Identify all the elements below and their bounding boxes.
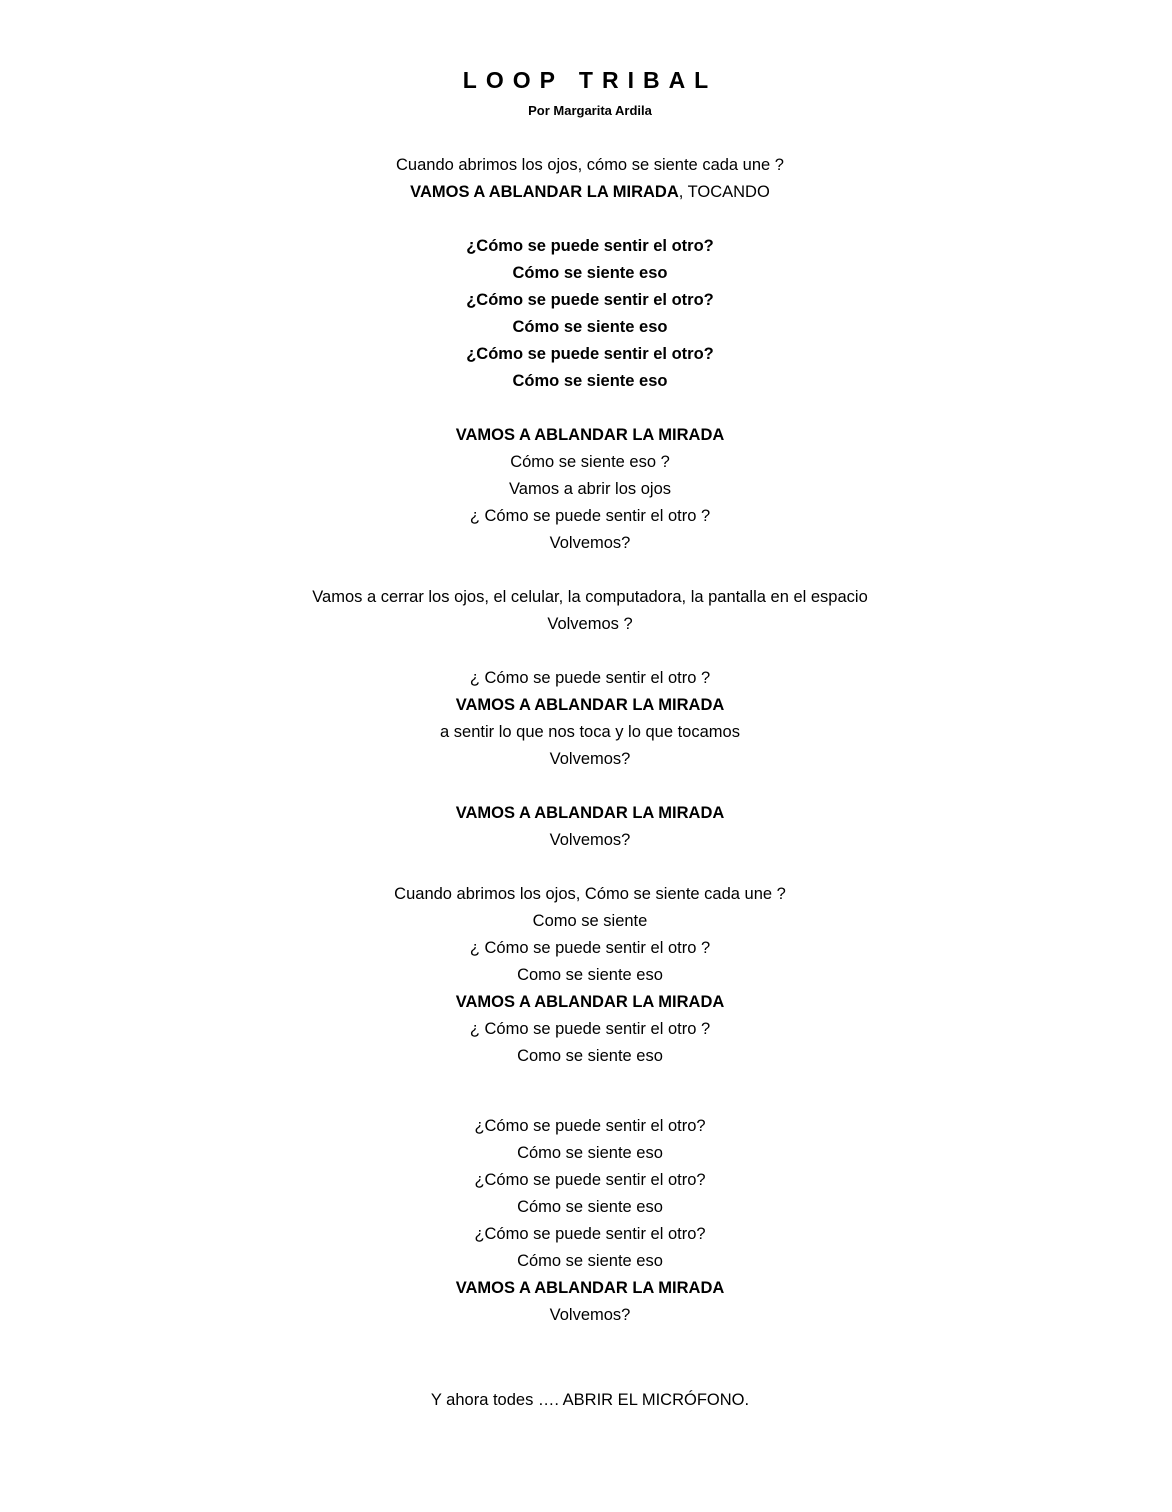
poem-line: VAMOS A ABLANDAR LA MIRADA (455, 426, 725, 444)
poem-line: Como se siente eso (517, 1047, 663, 1065)
poem-line: Como se siente eso (517, 966, 663, 984)
poem-line: Vamos a abrir los ojos (508, 480, 671, 498)
poem-line: ¿ Cómo se puede sentir el otro ? (469, 669, 711, 687)
poem-line: Cómo se siente eso (517, 1198, 663, 1216)
poem-line: VAMOS A ABLANDAR LA MIRADA (455, 696, 725, 714)
poem-line: Volvemos? (549, 750, 631, 768)
poem-line-rest: , TOCANDO (678, 183, 770, 201)
poem-line (0, 179, 1172, 206)
poem-line: Volvemos? (549, 534, 631, 552)
poem-line: Cómo se siente eso (512, 264, 668, 282)
poem-line: VAMOS A ABLANDAR LA MIRADA (455, 804, 725, 822)
poem-line: ¿Cómo se puede sentir el otro? (474, 1171, 706, 1189)
poem-line: a sentir lo que nos toca y lo que tocamos (440, 723, 740, 741)
poem-line: ¿Cómo se puede sentir el otro? (466, 291, 714, 309)
stanza-gap (0, 773, 1172, 800)
poem-line: Cómo se siente eso (517, 1144, 663, 1162)
poem-line: Volvemos? (549, 1306, 631, 1324)
poem-line: Y ahora todes …. ABRIR EL MICRÓFONO. (430, 1391, 750, 1409)
stanza-gap (0, 557, 1172, 584)
poem-line: ¿Cómo se puede sentir el otro? (474, 1117, 706, 1135)
poem-line: Cómo se siente eso (517, 1252, 663, 1270)
poem-line: Como se siente (532, 912, 648, 930)
poem-line: Volvemos ? (547, 615, 633, 633)
poem-line: ¿ Cómo se puede sentir el otro ? (469, 507, 711, 525)
poem-line: Cómo se siente eso ? (510, 453, 670, 471)
stanza-gap (0, 1329, 1172, 1387)
poem-line: VAMOS A ABLANDAR LA MIRADA (455, 1279, 725, 1297)
poem-line: Cuando abrimos los ojos, Cómo se siente cada une ? (394, 885, 786, 903)
poem-line: ¿Cómo se puede sentir el otro? (466, 345, 714, 363)
stanza-gap (0, 638, 1172, 665)
poem-line: ¿ Cómo se puede sentir el otro ? (469, 939, 711, 957)
poem-line: ¿ Cómo se puede sentir el otro ? (469, 1020, 711, 1038)
poem-line: Cómo se siente eso (512, 372, 668, 390)
poem-line-bold: VAMOS A ABLANDAR LA MIRADA (410, 183, 679, 201)
poem-line: Vamos a cerrar los ojos, el celular, la computadora, la pantalla en el espacio (312, 588, 868, 606)
document-title: LOOP TRIBAL (462, 67, 718, 93)
stanza-gap (0, 206, 1172, 233)
document-author: Por Margarita Ardila (528, 103, 652, 118)
poem-line: VAMOS A ABLANDAR LA MIRADA (455, 993, 725, 1011)
stanza-gap (0, 854, 1172, 881)
poem-line: Cómo se siente eso (512, 318, 668, 336)
stanza-gap (0, 395, 1172, 422)
poem-body (0, 152, 1172, 1414)
poem-line: Cuando abrimos los ojos, cómo se siente cada une ? (396, 156, 784, 174)
poem-line: ¿Cómo se puede sentir el otro? (466, 237, 714, 255)
poem-line: ¿Cómo se puede sentir el otro? (474, 1225, 706, 1243)
stanza-gap (0, 1070, 1172, 1113)
poem-line: Volvemos? (549, 831, 631, 849)
